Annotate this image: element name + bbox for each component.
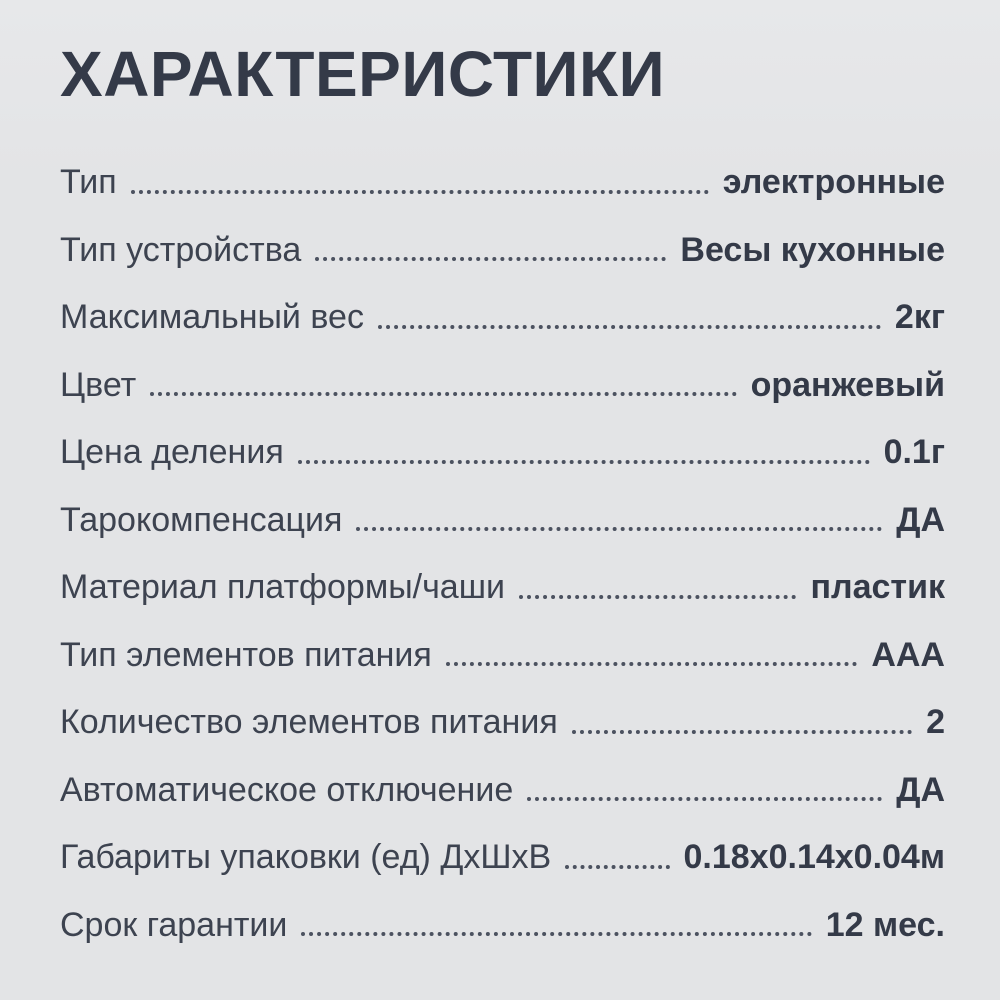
spec-row xyxy=(60,217,945,285)
dotted-leader xyxy=(572,730,912,734)
spec-value: 2кг xyxy=(894,298,945,337)
spec-label: Срок гарантии xyxy=(60,905,288,944)
spec-row xyxy=(60,149,945,217)
dotted-leader xyxy=(301,932,811,936)
spec-value: 0.18x0.14x0.04м xyxy=(683,838,945,877)
spec-value: оранжевый xyxy=(750,365,945,404)
dotted-leader xyxy=(565,865,669,869)
dotted-leader xyxy=(315,257,666,261)
spec-row xyxy=(60,419,945,487)
spec-value: ДА xyxy=(896,500,945,539)
spec-value: AAA xyxy=(871,635,945,674)
spec-value: электронные xyxy=(722,163,945,202)
dotted-leader xyxy=(298,460,870,464)
spec-label: Тип элементов питания xyxy=(60,635,432,674)
spec-label: Габариты упаковки (ед) ДхШхВ xyxy=(60,838,552,877)
dotted-leader xyxy=(356,527,882,531)
page-title: ХАРАКТЕРИСТИКИ xyxy=(60,38,666,110)
spec-value: ДА xyxy=(896,770,945,809)
spec-row xyxy=(60,284,945,352)
spec-label: Тип устройства xyxy=(60,230,302,269)
dotted-leader xyxy=(131,190,709,194)
spec-value: 2 xyxy=(926,703,945,742)
dotted-leader xyxy=(446,662,858,666)
spec-row xyxy=(60,689,945,757)
spec-label: Цвет xyxy=(60,365,137,404)
spec-value: 0.1г xyxy=(883,433,945,472)
spec-label: Цена деления xyxy=(60,433,284,472)
dotted-leader xyxy=(378,325,881,329)
dotted-leader xyxy=(150,392,736,396)
spec-table xyxy=(60,149,945,959)
spec-row xyxy=(60,487,945,555)
spec-row xyxy=(60,622,945,690)
spec-label: Автоматическое отключение xyxy=(60,770,514,809)
spec-label: Максимальный вес xyxy=(60,298,364,337)
spec-label: Количество элементов питания xyxy=(60,703,558,742)
spec-label: Материал платформы/чаши xyxy=(60,568,505,607)
spec-row xyxy=(60,824,945,892)
dotted-leader xyxy=(527,797,882,801)
spec-row xyxy=(60,892,945,960)
spec-value: Весы кухонные xyxy=(680,230,945,269)
spec-row xyxy=(60,352,945,420)
spec-value: 12 мес. xyxy=(825,905,945,944)
spec-row xyxy=(60,757,945,825)
spec-value: пластик xyxy=(810,568,945,607)
spec-label: Тип xyxy=(60,163,117,202)
dotted-leader xyxy=(519,595,796,599)
spec-label: Тарокомпенсация xyxy=(60,500,343,539)
spec-row xyxy=(60,554,945,622)
